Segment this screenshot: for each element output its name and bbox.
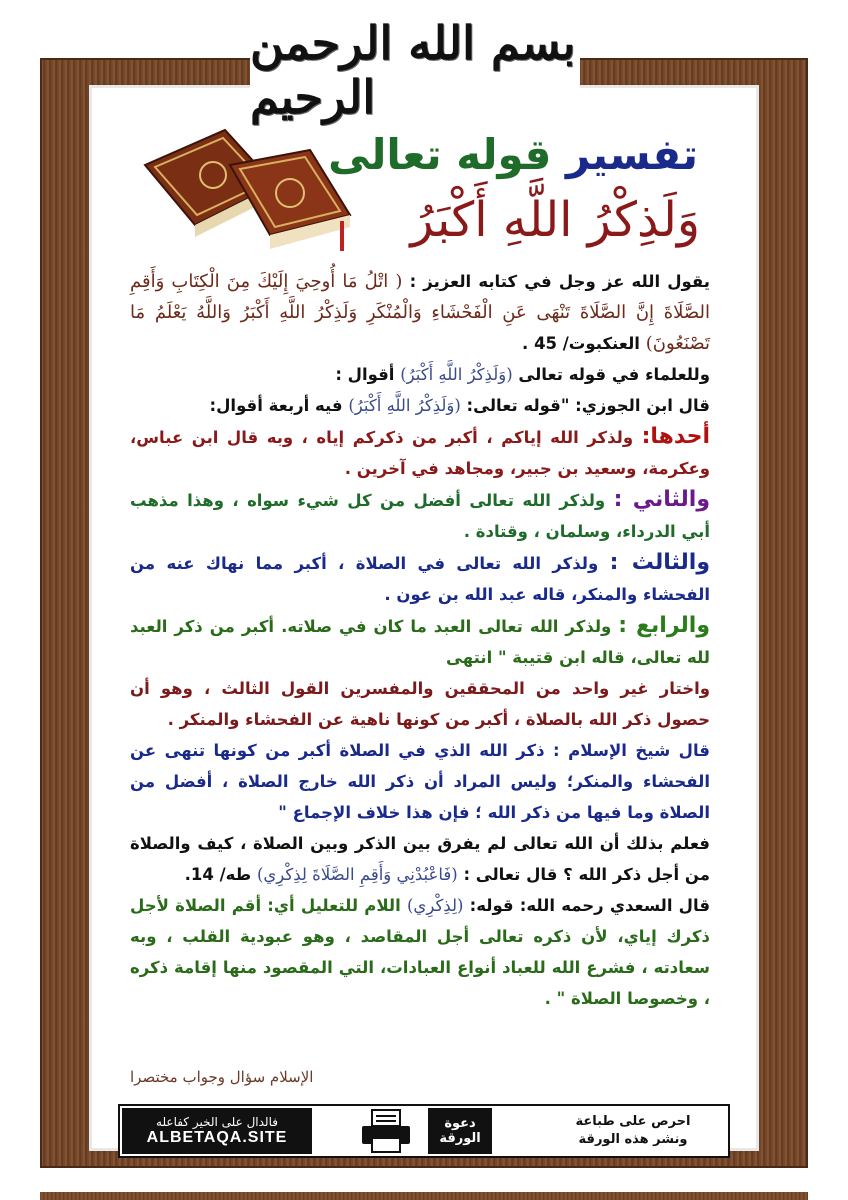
jawzi-lead: قال ابن الجوزي: "قوله تعالى: <box>466 396 710 415</box>
title-verse: وَلَذِكْرُ اللَّهِ أَكْبَرُ <box>410 192 700 248</box>
fourth-text: ولذكر الله تعالى العبد ما كان في صلاته. أكبر من ذكر العبد لله تعالى، قاله ابن قتيبة " انتهى <box>130 617 710 667</box>
saadi-lead: قال السعدي رحمه الله: قوله: <box>469 896 710 915</box>
saadi-text: اللام للتعليل أي: أقم الصلاة لأجل ذكرك إياي، لأن ذكره تعالى أجل المقاصد ، وهو عبودية القلب ، وبه سعادته ، فشرع الله للعباد أنواع العبادات، التي المقصود منها إقامة ذكره ، وخصوصا الصلاة " . <box>130 896 710 1008</box>
source-note: الإسلام سؤال وجواب مختصرا <box>130 1068 314 1086</box>
footer-site-box <box>122 1108 312 1154</box>
second-opinion <box>130 484 710 547</box>
scholars-paragraph <box>130 359 710 390</box>
third-text: ولذكر الله تعالى في الصلاة ، أكبر مما نهاك عنه من الفحشاء والمنكر، قاله عبد الله بن عون . <box>130 554 710 604</box>
scholars-tail: أقوال : <box>335 365 395 384</box>
dawah-logo <box>428 1108 492 1154</box>
title-word-qawluhu: قوله تعالى <box>328 130 552 179</box>
second-text: ولذكر الله تعالى أفضل من كل شيء سواه ، وهذا مذهب أبي الدرداء، وسلمان ، وقتادة . <box>130 491 710 541</box>
known-paragraph <box>130 828 710 890</box>
shaykh-quote: قال شيخ الإسلام : ذكر الله الذي في الصلاة أكبر من كونها تنهى عن الفحشاء والمنكر؛ وليس المراد أن ذكر الله خارج الصلاة ، أفضل من الصلاة وما فيها من ذكر الله ؛ فإن هذا خلاف الإجماع " <box>130 741 710 822</box>
footer-center <box>358 1108 492 1154</box>
jawzi-verse: (وَلَذِكْرُ اللَّهِ أَكْبَرُ) <box>348 396 461 415</box>
print-note-line-1: احرص على طباعة <box>575 1114 691 1129</box>
known-lead: فعلم بذلك أن الله تعالى لم يفرق بين الذكر وبين الصلاة ، كيف والصلاة من أجل ذكر الله ؟ قال تعالى : <box>130 834 710 884</box>
footer-bar <box>118 1104 730 1158</box>
logo-line-2: الورقة <box>439 1131 481 1146</box>
first-text: ولذكر الله إياكم ، أكبر من ذكركم إياه ، وبه قال ابن عباس، وعكرمة، وسعيد بن جبير، ومجاهد في آخرين . <box>130 428 710 478</box>
article-body <box>130 266 710 1014</box>
fourth-opinion <box>130 610 710 673</box>
footer-print-note <box>538 1113 728 1149</box>
fourth-label: والرابع : <box>618 613 711 638</box>
printer-icon <box>358 1108 414 1154</box>
logo-line-1: دعوة <box>444 1116 476 1131</box>
quran-books-icon <box>135 125 360 260</box>
third-label: والثالث : <box>609 550 710 575</box>
wood-frame-bottom <box>40 1192 808 1200</box>
footer-site-link[interactable]: ALBETAQA.SITE <box>146 1129 288 1146</box>
title-word-tafsir: تفسير <box>565 130 698 179</box>
chosen-opinion: واختار غير واحد من المحققين والمفسرين القول الثالث ، وهو أن حصول ذكر الله بالصلاة ، أكبر من كونها ناهية عن الفحشاء والمنكر . <box>130 679 710 729</box>
saadi-verse: (لِذِكْرِي) <box>406 896 464 915</box>
scholars-lead: وللعلماء في قوله تعالى <box>518 365 710 384</box>
basmala-calligraphy: بسم الله الرحمن الرحيم <box>250 20 580 120</box>
intro-paragraph <box>130 266 710 359</box>
known-verse: (فَاعْبُدْنِي وَأَقِمِ الصَّلَاةَ لِذِكْرِي) <box>256 865 458 884</box>
first-opinion <box>130 421 710 484</box>
first-label: أحدها: <box>641 424 710 449</box>
third-opinion <box>130 547 710 610</box>
known-ref: طه/ 14. <box>184 865 252 884</box>
intro-ref: العنكبوت/ 45 . <box>522 334 640 353</box>
jawzi-paragraph <box>130 390 710 421</box>
second-label: والثاني : <box>613 487 710 512</box>
footer-motto: فالدال على الخير كفاعله <box>156 1115 278 1129</box>
print-note-line-2: ونشر هذه الورقة <box>578 1132 688 1147</box>
title-line-1 <box>328 130 698 179</box>
jawzi-tail: فيه أربعة أقوال: <box>209 396 343 415</box>
intro-lead: يقول الله عز وجل في كتابه العزيز : <box>409 272 710 291</box>
intro-verse: ( اتْلُ مَا أُوحِيَ إِلَيْكَ مِنَ الْكِتَابِ وَأَقِمِ الصَّلَاةَ إِنَّ الصَّلَاةَ تَنْهَى عَنِ الْفَحْشَاءِ وَالْمُنْكَرِ وَلَذِكْرُ اللَّهِ أَكْبَرُ وَاللَّهُ يَعْلَمُ مَا تَصْنَعُونَ) <box>130 271 710 354</box>
saadi-paragraph <box>130 890 710 1014</box>
scholars-verse: (وَلَذِكْرُ اللَّهِ أَكْبَرُ) <box>400 365 513 384</box>
